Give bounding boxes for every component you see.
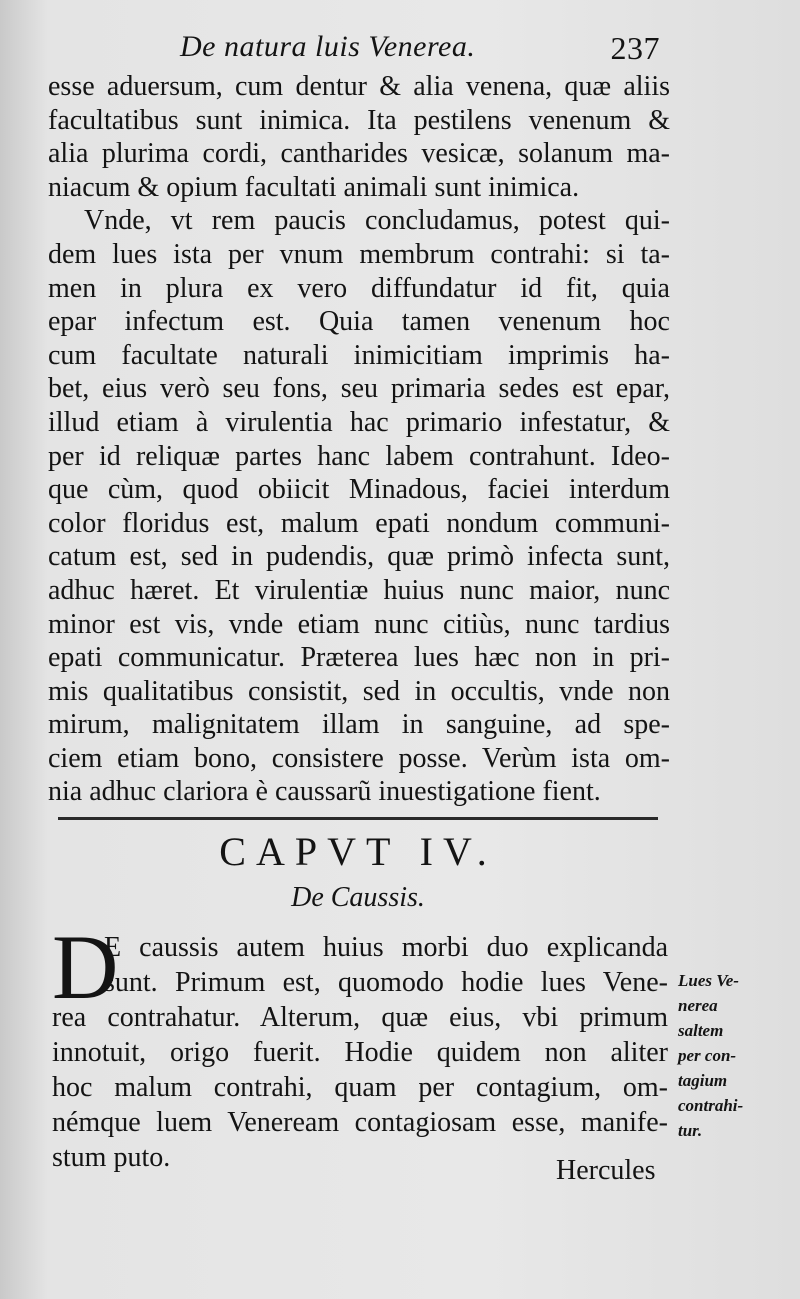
text-line: illud etiam à virulentia hac primario infestatur, & (48, 406, 670, 438)
text-line: cum facultate naturali inimicitiam imprimis ha- (48, 339, 670, 371)
text-line: hoc malum contrahi, quam per contagium, om- (52, 1072, 668, 1103)
text-line: epar infectum est. Quia tamen venenum hoc (48, 306, 670, 338)
chapter-subtitle: De Caussis. (291, 882, 425, 913)
text-line: per id reliquæ partes hanc labem contrahunt. Ideo- (48, 440, 670, 472)
chapter-body (52, 916, 668, 1175)
text-line: bet, eius verò seu fons, seu primaria sedes est epar, (48, 373, 670, 405)
text-line: mis qualitatibus consistit, sed in occultis, vnde non (48, 675, 670, 707)
marginal-note-line: contrahi- (678, 1096, 744, 1115)
text-line: E caussis autem huius morbi duo explicanda (104, 932, 668, 963)
text-line: catum est, sed in pudendis, quæ primò infecta sunt, (48, 541, 670, 573)
marginal-note-line: Lues Ve- (678, 971, 739, 990)
text-line: adhuc hæret. Et virulentiæ huius nunc maior, nunc (48, 574, 670, 606)
catchword: Hercules (556, 1155, 656, 1186)
page-number: 237 (610, 30, 660, 66)
chapter-title: CAPVT IV. (219, 829, 497, 874)
text-line: innotuit, origo fuerit. Hodie quidem non aliter (52, 1037, 668, 1068)
text-line: alia plurima cordi, cantharides vesicæ, solanum ma- (48, 138, 670, 170)
text-line: color floridus est, malum epati nondum communi- (48, 507, 670, 539)
text-line: rea contrahatur. Alterum, quæ eius, vbi primum (52, 1002, 668, 1033)
text-line: mirum, malignitatem illam in sanguine, ad spe- (48, 709, 670, 741)
text-line: dem lues ista per vnum membrum contrahi: si ta- (48, 238, 670, 270)
text-line: epati communicatur. Præterea lues hæc non in pri- (48, 642, 670, 674)
text-line: Vnde, vt rem paucis concludamus, potest qui- (84, 205, 670, 237)
marginal-note-line: tagium (678, 1071, 728, 1090)
drop-cap: D (52, 916, 119, 1018)
running-title: De natura luis Venerea. (180, 30, 476, 63)
text-line: stum puto. (52, 1142, 171, 1173)
body-text (48, 70, 670, 809)
text-line: sunt. Primum est, quomodo hodie lues Vene- (104, 967, 668, 998)
marginal-note-line: tur. (678, 1121, 703, 1140)
marginal-note-line: per con- (678, 1046, 737, 1065)
text-line: facultatibus sunt inimica. Ita pestilens venenum & (48, 104, 670, 136)
text-line: esse aduersum, cum dentur & alia venena, quæ aliis (48, 71, 670, 102)
text-line: que cùm, quod obiicit Minadous, faciei interdum (48, 474, 670, 506)
text-line: niacum & opium facultati animali sunt inimica. (48, 171, 580, 203)
marginal-note (678, 968, 793, 1143)
text-line: minor est vis, vnde etiam nunc citiùs, nunc tardius (48, 608, 670, 640)
marginal-note-line: nerea (678, 996, 718, 1015)
section-divider (58, 817, 658, 820)
text-line: men in plura ex vero diffundatur id fit, quia (48, 272, 670, 304)
marginal-note-line: saltem (678, 1021, 724, 1040)
text-line: ciem etiam bono, consistere posse. Verùm ista om- (48, 742, 670, 774)
text-line: nia adhuc clariora è caussarũ inuestigatione fient. (48, 776, 601, 808)
text-line: némque luem Veneream contagiosam esse, manife- (52, 1107, 668, 1138)
